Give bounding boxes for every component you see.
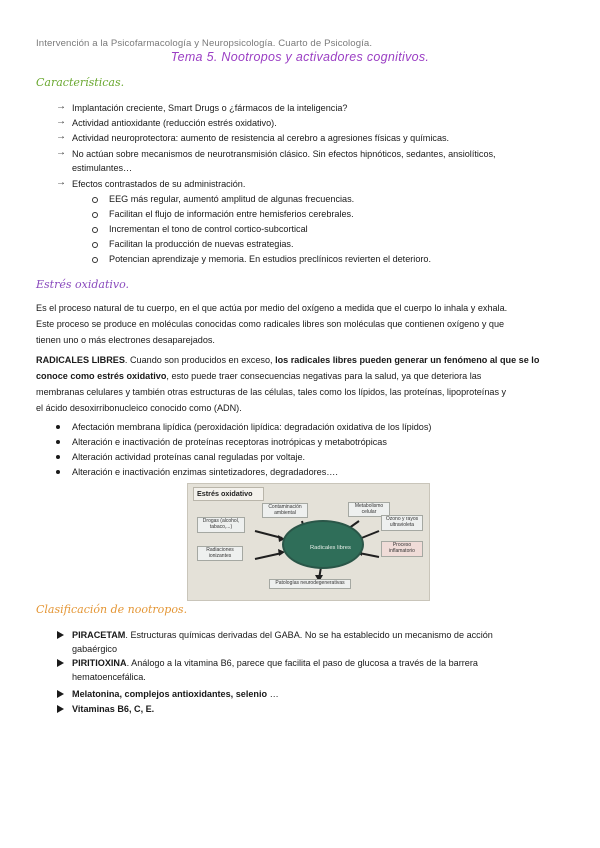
list-item-continuation: hematoencefálica. [72, 672, 146, 682]
list-item: Alteración e inactivación enzimas sintetizadores, degradadores…. [72, 467, 338, 477]
dot-bullet-icon [56, 425, 60, 429]
list-item: Efectos contrastados de su administración. [72, 179, 246, 189]
list-item-continuation: estimulantes… [72, 163, 133, 173]
factor-box-proceso: Proceso inflamatorio [381, 541, 423, 557]
radicales-libres-term: RADICALES LIBRES [36, 355, 125, 365]
factor-box-metabolismo: Metabolismo celular [348, 502, 390, 517]
arrow-bullet-icon: → [56, 147, 66, 158]
drug-description: . Estructuras químicas derivadas del GABA. No se ha establecido un mecanismo de acción [125, 630, 493, 640]
sub-list-item: Facilitan el flujo de información entre hemisferios cerebrales. [109, 209, 354, 219]
radicales-libres-label: Radicales libres [310, 545, 351, 551]
drug-description: … [267, 689, 279, 699]
list-item [72, 688, 279, 700]
list-item: Afectación membrana lipídica (peroxidación lipídica: degradación oxidativa de los lípidos) [72, 422, 432, 432]
dot-bullet-icon [56, 440, 60, 444]
paragraph-radicales-line: el ácido desoxirribonucleico conocido como (ADN). [36, 403, 242, 413]
list-item [72, 657, 478, 669]
circle-bullet-icon [92, 197, 98, 203]
course-header: Intervención a la Psicofarmacología y Neuropsicología. Cuarto de Psicología. [36, 38, 373, 49]
factor-box-contaminacion: Contaminación ambiental [262, 503, 308, 518]
list-item-continuation: gabaérgico [72, 644, 117, 654]
paragraph-radicales-line [36, 368, 481, 384]
triangle-bullet-icon [57, 690, 64, 698]
text-run: , esto puede traer consecuencias negativas para la salud, ya que deteriora las [166, 371, 482, 381]
drug-name: PIRITIOXINA [72, 658, 127, 668]
paragraph-estres-line: tienen uno o más electrones desaparejados. [36, 335, 215, 345]
drug-name: Melatonina, complejos antioxidantes, selenio [72, 689, 268, 699]
dot-bullet-icon [56, 470, 60, 474]
triangle-bullet-icon [57, 631, 64, 639]
circle-bullet-icon [92, 227, 98, 233]
sub-list-item: Incrementan el tono de control cortico-subcortical [109, 224, 308, 234]
list-item: Actividad neuroprotectora: aumento de resistencia al cerebro a agresiones físicas y químicas. [72, 133, 450, 143]
triangle-bullet-icon [57, 705, 64, 713]
list-item: Actividad antioxidante (reducción estrés oxidativo). [72, 118, 277, 128]
figure-title: Estrés oxidativo [193, 487, 264, 501]
paragraph-estres-line: Este proceso se produce en moléculas conocidas como radicales libres son moléculas que contienen oxígeno y que [36, 319, 505, 329]
page-title: Tema 5. Nootropos y activadores cognitivos. [170, 50, 430, 64]
sub-list-item: Potencian aprendizaje y memoria. En estudios preclínicos revierten el deterioro. [109, 254, 431, 264]
section-heading-caracteristicas: Características. [36, 76, 125, 89]
sub-list-item: EEG más regular, aumentó amplitud de algunas frecuencias. [109, 194, 355, 204]
triangle-bullet-icon [57, 659, 64, 667]
paragraph-estres-line: Es el proceso natural de tu cuerpo, en el que actúa por medio del oxígeno a medida que el cuerpo lo inhala y exhala. [36, 303, 508, 313]
text-run: . Cuando son producidos en exceso, [124, 355, 276, 365]
bold-run: los radicales libres pueden generar un fenómeno al que se lo [275, 355, 540, 365]
circle-bullet-icon [92, 242, 98, 248]
list-item [72, 629, 493, 641]
list-item: Alteración e inactivación de proteínas receptoras inotrópicas y metabotrópicas [72, 437, 387, 447]
dot-bullet-icon [56, 455, 60, 459]
circle-bullet-icon [92, 257, 98, 263]
list-item: Alteración actividad proteínas canal reguladas por voltaje. [72, 452, 306, 462]
arrow-bullet-icon: → [56, 131, 66, 142]
arrow-bullet-icon: → [56, 177, 66, 188]
list-item [72, 703, 154, 715]
arrow-bullet-icon: → [56, 116, 66, 127]
list-item: Implantación creciente, Smart Drugs o ¿fármacos de la inteligencia? [72, 103, 348, 113]
list-item: No actúan sobre mecanismos de neurotransmisión clásico. Sin efectos hipnóticos, sedantes, ansiolíticos, [72, 149, 496, 159]
factor-box-patologias: Patologías neurodegenerativas [269, 579, 351, 589]
bold-run: conoce como estrés oxidativo [36, 371, 167, 381]
drug-name: PIRACETAM [72, 630, 126, 640]
factor-box-radiaciones: Radiaciones ionizantes [197, 546, 243, 561]
sub-list-item: Facilitan la producción de nuevas estrategias. [109, 239, 294, 249]
drug-name: Vitaminas B6, C, E. [72, 704, 155, 714]
section-heading-clasificacion: Clasificación de nootropos. [36, 603, 188, 616]
drug-description: . Análogo a la vitamina B6, parece que facilita el paso de glucosa a través de la barrera [126, 658, 478, 668]
paragraph-radicales-line [36, 352, 539, 368]
circle-bullet-icon [92, 212, 98, 218]
section-heading-estres: Estrés oxidativo. [36, 278, 130, 291]
factor-box-ozono: Ozono y rayos ultravioleta [381, 515, 423, 531]
paragraph-radicales-line: membranas celulares y también otras estructuras de las células, tales como los lípidos, las proteínas, lipoproteínas y [36, 387, 507, 397]
factor-box-drogas: Drogas (alcohol, tabaco,...) [197, 517, 245, 533]
arrow-bullet-icon: → [56, 101, 66, 112]
